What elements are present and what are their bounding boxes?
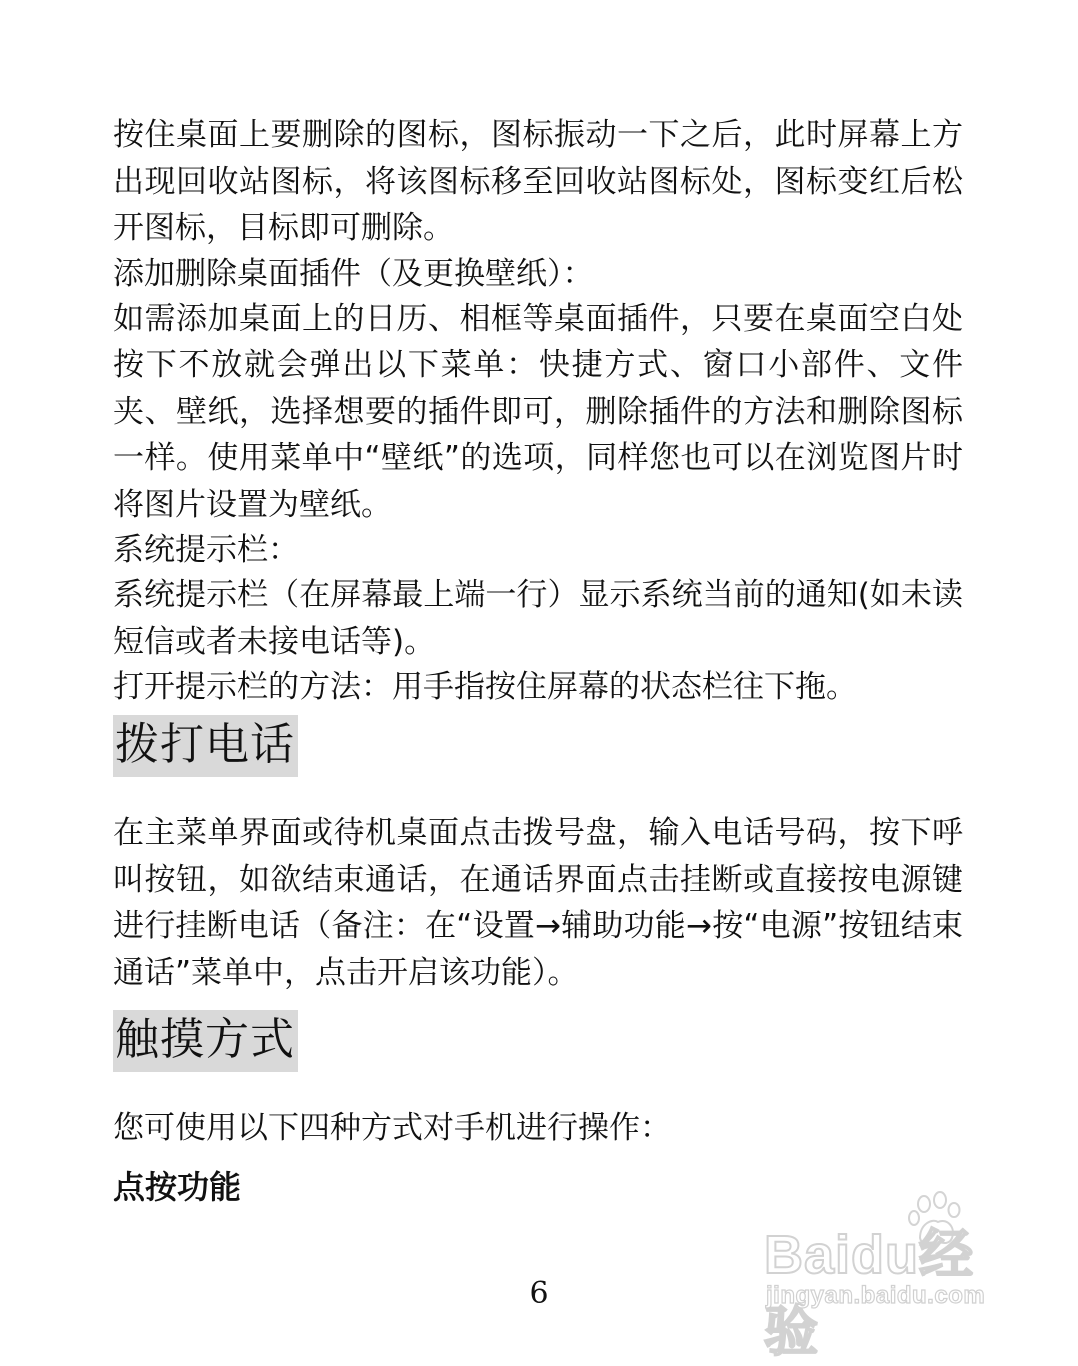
document-page <box>113 112 963 1210</box>
paragraph-status-bar: 系统提示栏（在屏幕最上端一行）显示系统当前的通知(如未读短信或者未接电话等)。 <box>113 577 963 660</box>
watermark-url: jingyan.baidu.com <box>766 1282 986 1309</box>
paragraph-open-status-bar: 打开提示栏的方法：用手指按住屏幕的状态栏往下拖。 <box>113 669 857 705</box>
section-heading-touch: 触摸方式 <box>113 1010 298 1072</box>
paragraph-delete-icon: 按住桌面上要删除的图标，图标振动一下之后，此时屏幕上方出现回收站图标，将该图标移至回收站图标处，图标变红后松开图标，目标即可删除。 <box>113 117 963 246</box>
subheading-tap: 点按功能 <box>113 1167 242 1206</box>
watermark-logo-text: Baidu经验 <box>764 1225 975 1362</box>
paragraph-touch: 您可使用以下四种方式对手机进行操作： <box>113 1110 671 1146</box>
section-heading-dial: 拨打电话 <box>113 715 298 777</box>
paragraph-dial: 在主菜单界面或待机桌面点击拨号盘，输入电话号码，按下呼叫按钮，如欲结束通话，在通话界面点击挂断或直接按电源键进行挂断电话（备注：在“设置→辅助功能→按“电源”按钮结束通话”菜单中，点击开启该功能）。 <box>113 815 963 991</box>
baidu-watermark <box>760 1190 1020 1362</box>
label-add-widget: 添加删除桌面插件（及更换壁纸）： <box>113 255 594 292</box>
page-number: 6 <box>529 1276 549 1311</box>
paragraph-add-widget: 如需添加桌面上的日历、相框等桌面插件，只要在桌面空白处按下不放就会弹出以下菜单：快捷方式、窗口小部件、文件夹、壁纸，选择想要的插件即可，删除插件的方法和删除图标一样。使用菜单中“壁纸”的选项，同样您也可以在浏览图片时将图片设置为壁纸。 <box>113 300 963 523</box>
label-status-bar: 系统提示栏： <box>113 532 299 568</box>
